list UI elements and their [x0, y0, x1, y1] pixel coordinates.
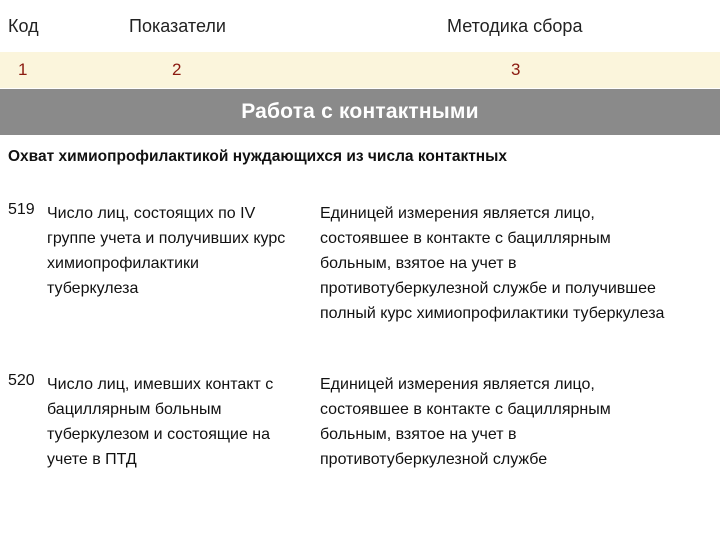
table-header-row — [0, 0, 720, 52]
indicator-cell — [47, 372, 309, 472]
row-code: 519 — [8, 201, 35, 218]
section-header-bar — [0, 89, 720, 135]
indicator-line: группе учета и получивших курс — [47, 230, 286, 247]
column-number-row — [0, 52, 720, 88]
method-line: Единицей измерения является лицо, — [320, 205, 595, 222]
method-line: Единицей измерения является лицо, — [320, 376, 595, 393]
method-line: состоявшее в контакте с бациллярным — [320, 230, 611, 247]
indicator-line: туберкулезом и состоящие на — [47, 426, 271, 443]
row-code: 520 — [8, 372, 35, 389]
method-line: больным, взятое на учет в — [320, 426, 517, 443]
method-line: больным, взятое на учет в — [320, 255, 517, 272]
indicator-line: учете в ПТД — [47, 451, 137, 468]
indicator-cell — [47, 201, 309, 301]
column-header-code: Код — [8, 16, 39, 36]
indicator-line: туберкулеза — [47, 280, 139, 297]
method-line: полный курс химиопрофилактики туберкулеза — [320, 305, 665, 322]
method-line: состоявшее в контакте с бациллярным — [320, 401, 611, 418]
section-title: Работа с контактными — [241, 100, 479, 123]
column-header-method: Методика сбора — [447, 16, 583, 36]
indicator-line: бациллярным больным — [47, 401, 222, 418]
method-cell — [320, 201, 718, 326]
column-number-1: 1 — [18, 60, 28, 79]
column-header-indicators: Показатели — [129, 16, 226, 36]
method-cell — [320, 372, 718, 472]
column-number-2: 2 — [172, 60, 182, 79]
column-number-3: 3 — [511, 60, 521, 79]
subsection-heading: Охват химиопрофилактикой нуждающихся из числа контактных — [8, 148, 508, 165]
method-line: противотуберкулезной службе и получившее — [320, 280, 656, 297]
indicator-line: химиопрофилактики — [47, 255, 199, 272]
method-line: противотуберкулезной службе — [320, 451, 548, 468]
indicator-line: Число лиц, состоящих по IV — [47, 205, 256, 222]
indicator-line: Число лиц, имевших контакт с — [47, 376, 274, 393]
